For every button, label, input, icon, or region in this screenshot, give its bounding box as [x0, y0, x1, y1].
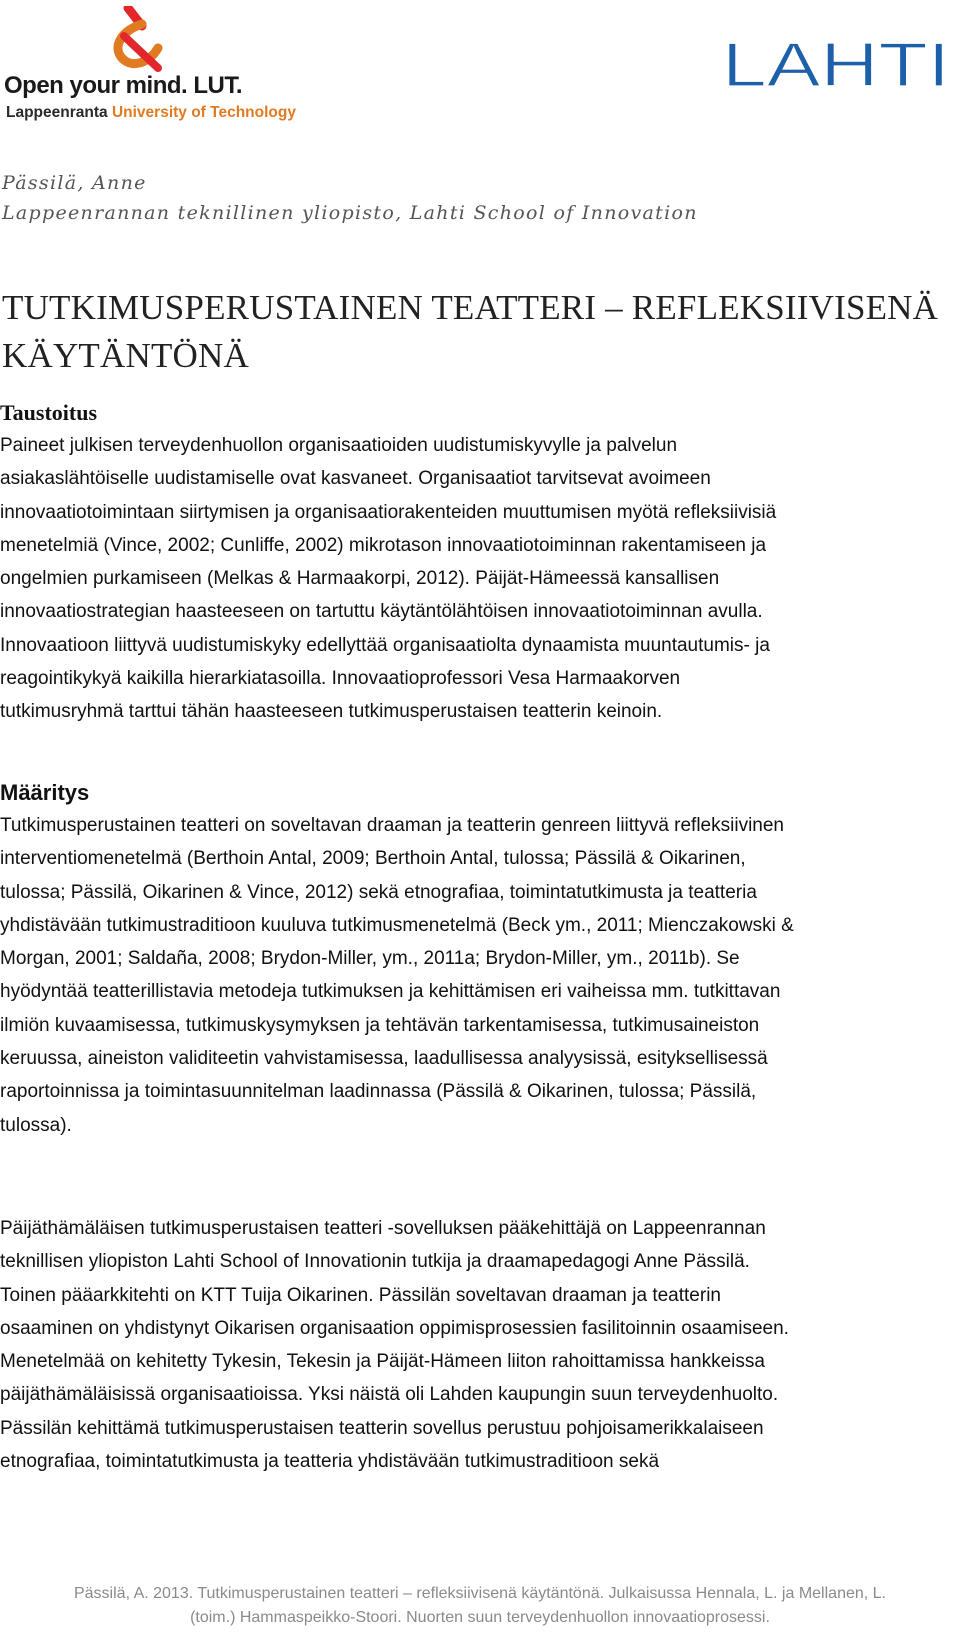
- paragraph-line: Päijäthämäläisen tutkimusperustaisen teatteri -sovelluksen pääkehittäjä on Lappeenrannan: [0, 1218, 766, 1239]
- document-title: [2, 284, 952, 380]
- paragraph-line: interventiomenetelmä (Berthoin Antal, 2009; Berthoin Antal, tulossa; Pässilä & Oikarinen,: [0, 848, 746, 870]
- paragraph-line: Menetelmää on kehitetty Tykesin, Tekesin ja Päijät-Hämeen liiton rahoittamissa hankkeissa: [0, 1351, 765, 1373]
- paragraph-line: Tutkimusperustainen teatteri on soveltavan draaman ja teatterin genreen liittyvä refleksiivinen: [0, 815, 784, 836]
- paragraph-line: asiakaslähtöiselle uudistamiselle ovat kasvaneet. Organisaatiot tarvitsevat avoimeen: [0, 468, 711, 490]
- paragraph-line: Toinen pääarkkitehti on KTT Tuija Oikarinen. Pässilän soveltavan draaman ja teatterin: [0, 1284, 721, 1306]
- paragraph-line: osaaminen on yhdistynyt Oikarisen organisaation oppimisprosessien fasilitoinnin osaamiseen.: [0, 1317, 789, 1339]
- lut-name-part2: University of Technology: [111, 104, 296, 121]
- lut-name-part1: Lappeenranta: [6, 104, 112, 121]
- author-block: [2, 168, 698, 228]
- author-affiliation: Lappeenrannan teknillinen yliopisto, Lahti School of Innovation: [2, 202, 698, 224]
- paragraph-line: raportoinnissa ja toimintasuunnitelman laadinnassa (Pässilä & Oikarinen, tulossa; Pässilä,: [0, 1081, 757, 1103]
- lut-ampersand-icon: [108, 6, 168, 74]
- lut-logo: [4, 4, 304, 124]
- paragraph-line: yhdistävään tutkimustraditioon kuuluva tutkimusmenetelmä (Beck ym., 2011; Mienczakowski &: [0, 914, 794, 936]
- paragraph-line: päijäthämäläisissä organisaatioissa. Yksi näistä oli Lahden kaupungin suun terveydenhuolto.: [0, 1384, 779, 1406]
- section-heading: Taustoitus: [0, 400, 98, 425]
- paragraph: [0, 429, 960, 729]
- paragraph: [0, 1212, 960, 1478]
- footer-citation-line-2: (toim.) Hammaspeikko-Stoori. Nuorten suun terveydenhuollon innovaatioprosessi.: [190, 1609, 770, 1626]
- paragraph-line: ilmiön kuvaamisessa, tutkimuskysymyksen ja tehtävän tarkentamisessa, tutkimusaineiston: [0, 1014, 760, 1036]
- paragraph-line: tulossa; Pässilä, Oikarinen & Vince, 2012) sekä etnografiaa, toimintatutkimusta ja teatteria: [0, 881, 757, 903]
- title-line-2: KÄYTÄNTÖNÄ: [2, 336, 249, 375]
- paragraph-line: keruussa, aineiston validiteetin vahvistamisessa, laadullisessa analyysissä, esityksellisessä: [0, 1048, 768, 1070]
- title-line-1: TUTKIMUSPERUSTAINEN TEATTERI – REFLEKSIIVISENÄ: [2, 288, 939, 327]
- paragraph-line: Paineet julkisen terveydenhuollon organisaatioiden uudistumiskyvylle ja palvelun: [0, 435, 678, 456]
- paragraph-line: innovaatiotoimintaan siirtymisen ja organisaatiorakenteiden muuttumisen myötä refleksiivisiä: [0, 501, 777, 523]
- paragraph-line: Morgan, 2001; Saldaña, 2008; Brydon-Miller, ym., 2011a; Brydon-Miller, ym., 2011b). Se: [0, 948, 740, 970]
- page-footer: [0, 1582, 960, 1630]
- paragraph-line: ongelmien purkamiseen (Melkas & Harmaakorpi, 2012). Päijät-Hämeessä kansallisen: [0, 568, 720, 590]
- section-taustoitus: [0, 398, 960, 729]
- lahti-logo: [722, 38, 950, 90]
- lut-university-name: [6, 104, 296, 122]
- lahti-logo-text: LAHTI: [722, 38, 950, 90]
- paragraph-line: innovaatiostrategian haasteeseen on tartuttu käytäntölähtöisen innovaatiotoiminnan avulla.: [0, 601, 763, 623]
- paragraph-line: menetelmiä (Vince, 2002; Cunliffe, 2002) mikrotason innovaatiotoiminnan rakentamiseen ja: [0, 534, 767, 556]
- paragraph: [0, 809, 960, 1142]
- lut-tagline: Open your mind. LUT.: [4, 72, 243, 99]
- section-development: [0, 1212, 960, 1478]
- paragraph-line: teknillisen yliopiston Lahti School of Innovationin tutkija ja draamapedagogi Anne Pässilä.: [0, 1251, 750, 1273]
- paragraph-line: tutkimusryhmä tarttui tähän haasteeseen tutkimusperustaisen teatterin keinoin.: [0, 701, 663, 723]
- section-heading: Määritys: [0, 780, 90, 805]
- footer-citation-line-1: Pässilä, A. 2013. Tutkimusperustainen teatteri – refleksiivisenä käytäntönä. Julkaisussa Hennala, L. ja Mellanen, L.: [73, 1585, 886, 1602]
- paragraph-line: reagointikykyä kaikilla hierarkiatasoilla. Innovaatioprofessori Vesa Harmaakorven: [0, 668, 681, 690]
- paragraph-line: Pässilän kehittämä tutkimusperustaisen teatterin sovellus perustuu pohjoisamerikkalaiseen: [0, 1417, 764, 1439]
- author-name: Pässilä, Anne: [2, 172, 147, 194]
- paragraph-line: hyödyntää teatterillistavia metodeja tutkimuksen ja kehittämisen eri vaiheissa mm. tutkittavan: [0, 981, 781, 1003]
- section-maaritys: [0, 778, 960, 1142]
- paragraph-line: etnografiaa, toimintatutkimusta ja teatteria yhdistävään tutkimustraditioon sekä: [0, 1451, 660, 1473]
- paragraph-line: Innovaatioon liittyvä uudistumiskyky edellyttää organisaatiolta dynaamista muuntautumis- ja: [0, 634, 770, 656]
- paragraph-line: tulossa).: [0, 1114, 72, 1136]
